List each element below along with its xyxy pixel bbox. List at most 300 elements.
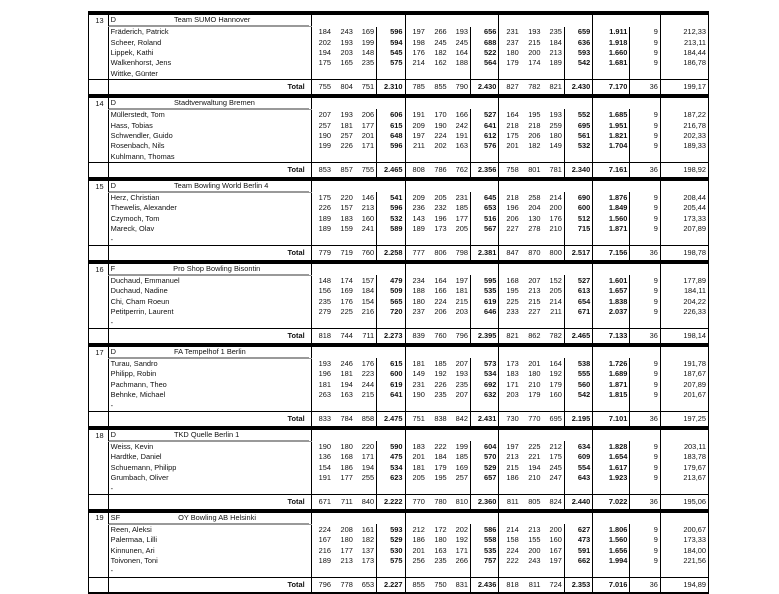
- game-score: 257: [311, 120, 333, 130]
- rank-spacer: [89, 162, 109, 178]
- block-sum: 535: [471, 286, 499, 296]
- header-spacer: [499, 263, 521, 276]
- game-score: 177: [455, 213, 468, 223]
- rank-spacer: [89, 27, 109, 38]
- average: 186,78: [660, 58, 708, 68]
- player-name: Müllerstedt, Tom: [108, 109, 311, 120]
- game-score: 201: [499, 141, 521, 151]
- game-score: 840: [355, 494, 377, 510]
- header-spacer: [355, 429, 377, 442]
- header-spacer: [593, 180, 630, 193]
- block-sum: 596: [377, 27, 405, 38]
- rank-spacer: [89, 483, 109, 494]
- game-score: 157: [361, 275, 375, 285]
- team-rank: 18: [89, 429, 109, 442]
- rank-spacer: [89, 441, 109, 452]
- player-row: [89, 58, 709, 68]
- header-spacer: [660, 14, 708, 27]
- player-name: Fräderich, Patrick: [108, 27, 311, 38]
- game-score: 245: [434, 37, 447, 47]
- game-score: 181: [340, 369, 353, 379]
- game-score: 159: [340, 224, 353, 234]
- player-row: [89, 97, 709, 110]
- games-count: 9: [630, 358, 661, 369]
- header-spacer: [521, 14, 543, 27]
- game-score: 214: [549, 296, 562, 306]
- total-pins: 1.876: [593, 192, 630, 203]
- game-score: 185: [455, 203, 468, 213]
- average: [660, 317, 708, 328]
- game-score: 163: [434, 545, 447, 555]
- game-score: [427, 69, 449, 80]
- game-score: 130: [528, 213, 541, 223]
- team-block: [88, 13, 709, 96]
- rank-spacer: [89, 577, 109, 593]
- game-score: 206: [434, 307, 447, 317]
- game-score: 213: [528, 524, 541, 534]
- game-score: 184: [434, 452, 447, 462]
- game-score: [543, 317, 565, 328]
- block-sum: 2.227: [377, 577, 405, 593]
- block-sum: 627: [564, 524, 592, 535]
- block-sum: 654: [564, 297, 592, 307]
- game-score: 194: [528, 462, 541, 472]
- total-pins: [593, 483, 630, 494]
- block-sum: 653: [471, 203, 499, 213]
- header-spacer: [593, 263, 630, 276]
- game-score: [449, 234, 471, 245]
- game-score: 214: [549, 192, 562, 202]
- games-count: [630, 400, 661, 411]
- game-score: [427, 566, 449, 577]
- game-score: 804: [333, 79, 355, 95]
- games-count: [630, 69, 661, 80]
- game-score: 215: [528, 37, 541, 47]
- game-score: [333, 400, 355, 411]
- total-pins: 1.681: [593, 58, 630, 68]
- game-score: [311, 234, 333, 245]
- game-score: 777: [405, 245, 427, 261]
- header-spacer: [593, 346, 630, 359]
- average: [660, 400, 708, 411]
- game-score: 168: [340, 452, 353, 462]
- game-score: 203: [499, 390, 521, 400]
- game-score: 186: [499, 473, 521, 483]
- player-name-cell: Thewelis, Alexander: [108, 203, 311, 213]
- header-spacer: [427, 346, 449, 359]
- game-score: 243: [528, 556, 541, 566]
- header-spacer: [449, 263, 471, 276]
- average: [660, 69, 708, 80]
- game-score: [543, 234, 565, 245]
- games-count: 9: [630, 441, 661, 452]
- team-block: [88, 96, 709, 179]
- game-score: [355, 152, 377, 163]
- block-sum: [471, 317, 499, 328]
- game-score: 205: [455, 224, 468, 234]
- team-total-row: [89, 494, 709, 510]
- player-row: [89, 556, 709, 566]
- block-sum: 593: [377, 524, 405, 535]
- game-score: 221: [528, 452, 541, 462]
- game-score: 169: [340, 286, 353, 296]
- rank-spacer: [89, 192, 109, 203]
- player-row: [89, 429, 709, 442]
- player-name-cell: Lippek, Kathi: [108, 48, 311, 58]
- game-score: 235: [311, 297, 333, 307]
- block-sum: 509: [377, 286, 405, 296]
- game-score: 207: [455, 358, 468, 368]
- game-score: 197: [499, 441, 521, 452]
- games-count: 36: [630, 411, 661, 427]
- header-spacer: [333, 429, 355, 442]
- games-count: 9: [630, 307, 661, 317]
- block-sum: 595: [471, 275, 499, 286]
- games-count: 9: [630, 214, 661, 224]
- team-rank: 13: [89, 14, 109, 27]
- block-sum: 612: [471, 131, 499, 141]
- total-pins: 7.022: [593, 494, 630, 510]
- block-sum: 641: [471, 120, 499, 130]
- game-score: [311, 152, 333, 163]
- rank-spacer: [89, 369, 109, 379]
- game-score: 176: [405, 48, 427, 58]
- player-row: [89, 317, 709, 328]
- average: 195,06: [660, 494, 708, 510]
- game-score: 182: [361, 535, 375, 545]
- total-pins: [593, 400, 630, 411]
- game-score: 241: [361, 224, 375, 234]
- total-pins: 1.871: [593, 224, 630, 234]
- game-score: 148: [361, 47, 375, 57]
- game-score: 189: [311, 556, 333, 566]
- game-score: 215: [361, 390, 375, 400]
- game-score: [449, 152, 471, 163]
- rank-spacer: [89, 120, 109, 130]
- game-score: 180: [528, 369, 541, 379]
- game-score: 186: [405, 535, 427, 545]
- player-row: [89, 452, 709, 462]
- block-sum: [564, 566, 592, 577]
- total-pins: 1.951: [593, 120, 630, 130]
- game-score: 231: [499, 27, 521, 38]
- total-label-cell: [108, 577, 311, 593]
- game-score: 858: [355, 411, 377, 427]
- player-name-cell: [108, 180, 311, 193]
- game-score: 811: [499, 494, 521, 510]
- game-score: [499, 152, 521, 163]
- total-label: Total: [287, 330, 305, 340]
- rank-spacer: [89, 452, 109, 462]
- block-sum: 575: [377, 556, 405, 566]
- header-spacer: [521, 97, 543, 110]
- block-sum: 715: [564, 224, 592, 234]
- game-score: 247: [549, 473, 562, 483]
- header-spacer: [311, 180, 333, 193]
- player-row: [89, 441, 709, 452]
- game-score: 255: [361, 473, 375, 483]
- total-label: Total: [287, 413, 305, 423]
- block-sum: 2.430: [471, 79, 499, 95]
- game-score: 232: [434, 203, 447, 213]
- block-sum: 590: [377, 441, 405, 452]
- game-score: 195: [528, 109, 541, 119]
- total-label-cell: [108, 79, 311, 95]
- block-sum: 2.517: [564, 245, 592, 261]
- game-score: 711: [333, 494, 355, 510]
- total-pins: 1.838: [593, 297, 630, 307]
- game-score: 191: [311, 473, 333, 483]
- block-sum: 473: [564, 535, 592, 545]
- player-row: [89, 48, 709, 58]
- game-score: [405, 483, 427, 494]
- game-score: 206: [499, 214, 521, 224]
- game-score: [521, 483, 543, 494]
- game-score: 226: [311, 203, 333, 213]
- game-score: 235: [434, 556, 447, 566]
- block-sum: 659: [564, 27, 592, 38]
- game-score: 730: [499, 411, 521, 427]
- games-count: 9: [630, 380, 661, 390]
- block-sum: 600: [377, 369, 405, 379]
- team-block: [88, 262, 709, 345]
- header-spacer: [427, 429, 449, 442]
- block-sum: 688: [471, 37, 499, 47]
- game-score: 782: [521, 79, 543, 95]
- game-score: 192: [434, 369, 447, 379]
- header-spacer: [405, 429, 427, 442]
- average: 202,33: [660, 131, 708, 141]
- game-score: 220: [361, 441, 375, 451]
- team-block: [88, 511, 709, 594]
- game-score: 653: [355, 577, 377, 593]
- total-pins: 1.601: [593, 275, 630, 286]
- game-score: 780: [427, 494, 449, 510]
- game-score: 222: [434, 441, 447, 451]
- block-sum: 541: [377, 192, 405, 203]
- game-score: 173: [361, 556, 375, 566]
- game-score: 855: [427, 79, 449, 95]
- game-score: 169: [361, 26, 375, 36]
- game-score: 164: [455, 47, 468, 57]
- game-score: 171: [361, 141, 375, 151]
- header-spacer: [377, 180, 405, 193]
- header-spacer: [333, 263, 355, 276]
- total-pins: 7.133: [593, 328, 630, 344]
- game-score: 180: [340, 441, 353, 451]
- header-spacer: [630, 180, 661, 193]
- game-score: 810: [449, 494, 471, 510]
- header-spacer: [521, 346, 543, 359]
- game-score: 189: [549, 58, 562, 68]
- game-score: [543, 483, 565, 494]
- header-spacer: [630, 429, 661, 442]
- total-pins: 1.994: [593, 556, 630, 566]
- game-score: 790: [449, 79, 471, 95]
- total-pins: 1.828: [593, 441, 630, 452]
- rank-spacer: [89, 380, 109, 390]
- header-spacer: [427, 14, 449, 27]
- player-row: [89, 203, 709, 213]
- game-score: 216: [361, 307, 375, 317]
- block-sum: 641: [377, 390, 405, 400]
- game-score: 210: [528, 379, 541, 389]
- player-row: [89, 473, 709, 483]
- games-count: 36: [630, 328, 661, 344]
- header-spacer: [564, 97, 592, 110]
- block-sum: 2.360: [471, 494, 499, 510]
- game-score: 796: [449, 328, 471, 344]
- game-score: 171: [499, 380, 521, 390]
- block-sum: 560: [564, 380, 592, 390]
- game-score: [449, 400, 471, 411]
- team-name: Stadtverwaltung Bremen: [173, 97, 255, 107]
- country-code: D: [110, 429, 116, 439]
- game-score: 190: [405, 390, 427, 400]
- rank-spacer: [89, 37, 109, 47]
- game-score: 200: [549, 524, 562, 534]
- block-sum: 532: [377, 214, 405, 224]
- player-row: [89, 275, 709, 286]
- game-score: 212: [405, 524, 427, 535]
- team-rank: 16: [89, 263, 109, 276]
- game-score: 174: [340, 275, 353, 285]
- block-sum: 591: [564, 546, 592, 556]
- game-score: [355, 317, 377, 328]
- block-sum: 662: [564, 556, 592, 566]
- game-score: 266: [455, 556, 468, 566]
- game-score: 755: [355, 162, 377, 178]
- games-count: [630, 317, 661, 328]
- block-sum: 529: [377, 535, 405, 545]
- block-sum: 619: [471, 297, 499, 307]
- header-spacer: [333, 14, 355, 27]
- game-score: 214: [405, 58, 427, 68]
- games-count: [630, 234, 661, 245]
- team-name: Pro Shop Bowling Bisontin: [173, 263, 261, 273]
- total-pins: 1.656: [593, 546, 630, 556]
- player-name-cell: Philipp, Robin: [108, 369, 311, 379]
- game-score: 782: [543, 328, 565, 344]
- player-row: [89, 131, 709, 141]
- header-spacer: [499, 180, 521, 193]
- game-score: 212: [549, 441, 562, 451]
- average: 179,67: [660, 463, 708, 473]
- game-score: 176: [549, 213, 562, 223]
- game-score: 192: [549, 369, 562, 379]
- game-score: 180: [499, 48, 521, 58]
- game-score: 202: [311, 37, 333, 47]
- games-count: 9: [630, 546, 661, 556]
- block-sum: [564, 234, 592, 245]
- game-score: 183: [499, 369, 521, 379]
- player-row: [89, 483, 709, 494]
- game-score: 213: [361, 203, 375, 213]
- total-label-cell: [108, 411, 311, 427]
- block-sum: [564, 400, 592, 411]
- total-pins: 7.170: [593, 79, 630, 95]
- game-score: 158: [499, 535, 521, 545]
- average: 204,22: [660, 297, 708, 307]
- player-row: [89, 369, 709, 379]
- game-score: [427, 152, 449, 163]
- player-row: [89, 27, 709, 38]
- games-count: 9: [630, 48, 661, 58]
- block-sum: 634: [564, 441, 592, 452]
- game-score: 194: [340, 379, 353, 389]
- header-spacer: [660, 263, 708, 276]
- player-row: [89, 192, 709, 203]
- average: 201,67: [660, 390, 708, 400]
- game-score: 181: [405, 358, 427, 369]
- game-score: 805: [521, 494, 543, 510]
- game-score: 800: [543, 245, 565, 261]
- total-pins: [593, 566, 630, 577]
- average: 183,78: [660, 452, 708, 462]
- block-sum: 552: [564, 109, 592, 120]
- game-score: [311, 566, 333, 577]
- block-sum: 596: [377, 203, 405, 213]
- rank-spacer: [89, 524, 109, 535]
- game-score: 227: [528, 307, 541, 317]
- game-score: 181: [311, 380, 333, 390]
- block-sum: 692: [471, 380, 499, 390]
- game-score: 163: [455, 141, 468, 151]
- average: 187,67: [660, 369, 708, 379]
- block-sum: 2.431: [471, 411, 499, 427]
- player-name-cell: Hass, Tobias: [108, 120, 311, 130]
- header-spacer: [564, 180, 592, 193]
- game-score: 192: [455, 535, 468, 545]
- game-score: [521, 317, 543, 328]
- game-score: 213: [499, 452, 521, 462]
- game-score: 225: [499, 297, 521, 307]
- game-score: 199: [455, 441, 468, 451]
- header-spacer: [311, 429, 333, 442]
- game-score: 821: [543, 79, 565, 95]
- game-score: 196: [434, 213, 447, 223]
- player-row: [89, 180, 709, 193]
- average: 226,33: [660, 307, 708, 317]
- total-pins: 1.911: [593, 27, 630, 38]
- game-score: [427, 400, 449, 411]
- rank-spacer: [89, 48, 109, 58]
- header-spacer: [449, 180, 471, 193]
- game-score: 200: [528, 545, 541, 555]
- total-label-cell: [108, 494, 311, 510]
- header-spacer: [543, 263, 565, 276]
- player-name-cell: Toivonen, Toni: [108, 556, 311, 566]
- game-score: 257: [455, 473, 468, 483]
- game-score: 233: [499, 307, 521, 317]
- game-score: [355, 483, 377, 494]
- player-name-cell: Rosenbach, Nils: [108, 141, 311, 151]
- game-score: [499, 400, 521, 411]
- game-score: 210: [528, 473, 541, 483]
- game-score: 237: [499, 37, 521, 47]
- game-score: 762: [449, 162, 471, 178]
- game-score: 246: [340, 358, 353, 368]
- header-spacer: [660, 97, 708, 110]
- average: 197,25: [660, 411, 708, 427]
- block-sum: 645: [471, 192, 499, 203]
- game-score: 136: [311, 452, 333, 462]
- total-pins: 1.918: [593, 37, 630, 47]
- total-pins: 1.704: [593, 141, 630, 151]
- block-sum: 527: [564, 275, 592, 286]
- total-pins: 7.161: [593, 162, 630, 178]
- game-score: 196: [499, 203, 521, 213]
